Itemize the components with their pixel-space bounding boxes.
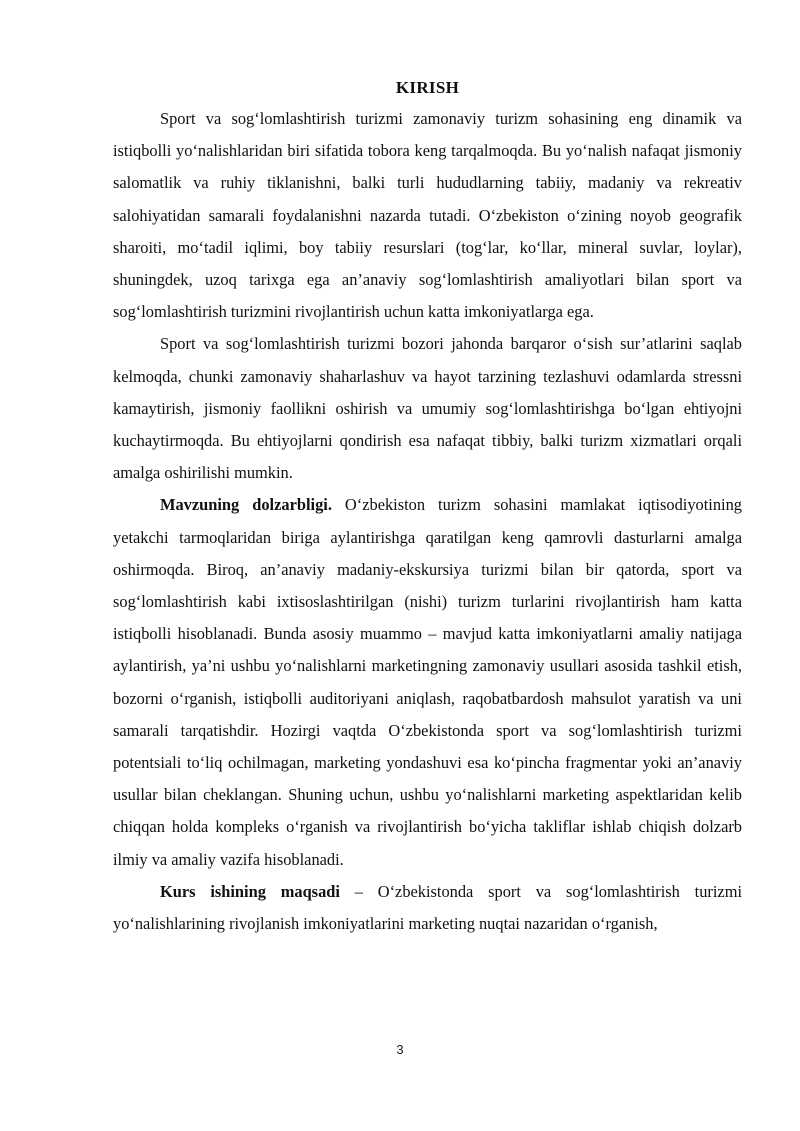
goal-text: – O‘zbekistonda sport va sog‘lomlashtirish turizmi yo‘nalishlarining rivojlanish imkoniyatlarini marketing nuqtai nazaridan o‘rganish, <box>113 881 742 934</box>
relevance-text: O‘zbekiston turizm sohasini mamlakat iqtisodiyotining yetakchi tarmoqlaridan biriga aylantirishga qaratilgan keng qamrovli dasturlarni amalga oshirmoqda. Biroq, an’anaviy madaniy-ekskursiya turizmi bilan bir qatorda, sport va sog‘lomlashtirish kabi ixtisoslashtirilgan (nishi) turizm turlarini rivojlantirish ham katta istiqbolli hisoblanadi. Bunda asosiy muammo – mavjud katta imkoniyatlarni amaliy natijaga aylantirish, ya’ni ushbu yo‘nalishlarni marketingning zamonaviy usullari asosida tashkil etish, bozorni o‘rganish, istiqbolli auditoriyani aniqlash, raqobatbardosh mahsulot yaratish va uni samarali tarqatishdir. Hozirgi vaqtda O‘zbekistonda sport va sog‘lomlashtirish turizmi potentsiali to‘liq ochilmagan, marketing yondashuvi esa ko‘pincha fragmentar yoki an’anaviy usullar bilan cheklangan. Shuning uchun, ushbu yo‘nalishlarni marketing aspektlaridan kelib chiqqan holda kompleks o‘rganish va rivojlantirish bo‘yicha takliflar ishlab chiqish dolzarb ilmiy va amaliy vazifa hisoblanadi. <box>113 495 742 869</box>
paragraph-2 <box>113 328 742 489</box>
relevance-lead: Mavzuning dolzarbligi. <box>160 495 332 515</box>
goal-lead: Kurs ishining maqsadi <box>160 881 340 901</box>
paragraph-1 <box>113 103 742 328</box>
paragraph-relevance <box>113 489 742 875</box>
section-heading: KIRISH <box>395 78 460 97</box>
paragraph-1-text: Sport va sog‘lomlashtirish turizmi zamonaviy turizm sohasining eng dinamik va istiqbolli yo‘nalishlaridan biri sifatida tobora keng tarqalmoqda. Bu yo‘nalish nafaqat jismoniy salomatlik va ruhiy tiklanishni, balki turli hududlarning tabiiy, madaniy va rekreativ salohiyatidan samarali foydalanishni nazarda tutadi. O‘zbekiston o‘zining noyob geografik sharoiti, mo‘tadil iqlimi, boy tabiiy resurslari (tog‘lar, ko‘llar, mineral suvlar, loylar), shuningdek, uzoq tarixga ega an’anaviy sog‘lomlashtirish amaliyotlari bilan sport va sog‘lomlashtirish turizmini rivojlantirish uchun katta imkoniyatlarga ega. <box>113 109 742 322</box>
paragraph-goal <box>113 876 742 940</box>
page-content <box>113 73 742 940</box>
page-number: 3 <box>396 1042 404 1057</box>
paragraph-2-text: Sport va sog‘lomlashtirish turizmi bozori jahonda barqaror o‘sish sur’atlarini saqlab kelmoqda, chunki zamonaviy shaharlashuv va hayot tarzining tezlashuvi odamlarda stressni kamaytirish, jismoniy faollikni oshirish va umumiy sog‘lomlashtirishga bo‘lgan ehtiyojni kuchaytirmoqda. Bu ehtiyojlarni qondirish esa nafaqat tibbiy, balki turizm xizmatlari orqali amalga oshirilishi mumkin. <box>113 334 742 483</box>
